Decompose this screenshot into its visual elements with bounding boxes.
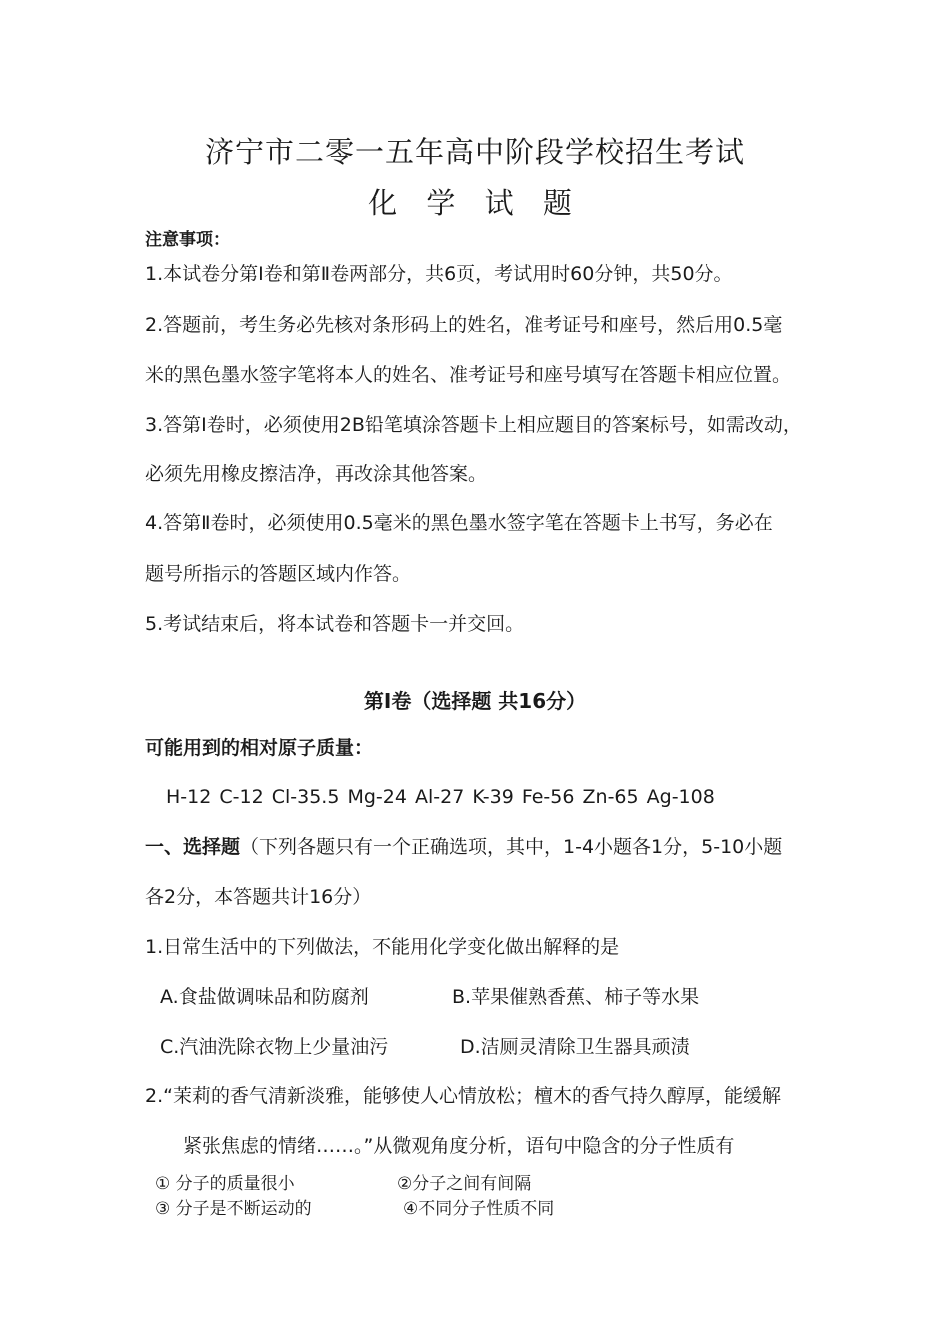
q2-statement-4: ④不同分子性质不同 xyxy=(403,1199,555,1219)
note-item: 米的黑色墨水签字笔将本人的姓名、准考证号和座号填写在答题卡相应位置。 xyxy=(145,364,792,386)
note-item: 2.答题前，考生务必先核对条形码上的姓名，准考证号和座号，然后用0.5毫 xyxy=(145,314,783,336)
q2-stem-cont: 紧张焦虑的情绪……。”从微观角度分析，语句中隐含的分子性质有 xyxy=(183,1135,735,1157)
part1-heading: 第Ⅰ卷（选择题 共16分） xyxy=(363,689,587,713)
q2-statement-1: ① 分子的质量很小 xyxy=(155,1174,295,1194)
q2-statement-3: ③ 分子是不断运动的 xyxy=(155,1199,312,1219)
atomic-mass-heading: 可能用到的相对原子质量： xyxy=(145,737,374,759)
q1-stem: 1.日常生活中的下列做法，不能用化学变化做出解释的是 xyxy=(145,936,620,958)
note-item: 5.考试结束后，将本试卷和答题卡一并交回。 xyxy=(145,613,525,635)
notes-heading: 注意事项： xyxy=(145,230,230,250)
q1-option-a: A.食盐做调味品和防腐剂 xyxy=(160,986,369,1008)
note-item: 题号所指示的答题区域内作答。 xyxy=(145,563,412,585)
q1-option-c: C.汽油洗除衣物上少量油污 xyxy=(160,1036,389,1058)
q2-statement-2: ②分子之间有间隔 xyxy=(397,1174,532,1194)
exam-subtitle: 化 学 试 题 xyxy=(368,186,582,220)
section-one-desc: （下列各题只有一个正确选项，其中，1-4小题各1分，5-10小题 xyxy=(240,836,783,858)
atomic-mass-list: H-12 C-12 Cl-35.5 Mg-24 Al-27 K-39 Fe-56 Zn-65 Ag-108 xyxy=(166,786,715,808)
section-one-label: 一、选择题 xyxy=(145,836,241,858)
note-item: 3.答第Ⅰ卷时，必须使用2B铅笔填涂答题卡上相应题目的答案标号，如需改动， xyxy=(145,414,802,436)
q1-option-b: B.苹果催熟香蕉、柿子等水果 xyxy=(452,986,700,1008)
note-item: 必须先用橡皮擦洁净，再改涂其他答案。 xyxy=(145,463,488,485)
q1-option-d: D.洁厕灵清除卫生器具顽渍 xyxy=(460,1036,690,1058)
section-one-intro xyxy=(145,835,782,859)
section-one-desc-cont: 各2分，本答题共计16分） xyxy=(145,886,372,908)
exam-title: 济宁市二零一五年高中阶段学校招生考试 xyxy=(204,135,745,169)
note-item: 1.本试卷分第Ⅰ卷和第Ⅱ卷两部分，共6页，考试用时60分钟，共50分。 xyxy=(145,263,733,285)
q2-stem: 2.“茉莉的香气清新淡雅，能够使人心情放松；檀木的香气持久醇厚，能缓解 xyxy=(145,1085,781,1107)
note-item: 4.答第Ⅱ卷时，必须使用0.5毫米的黑色墨水签字笔在答题卡上书写，务必在 xyxy=(145,512,773,534)
